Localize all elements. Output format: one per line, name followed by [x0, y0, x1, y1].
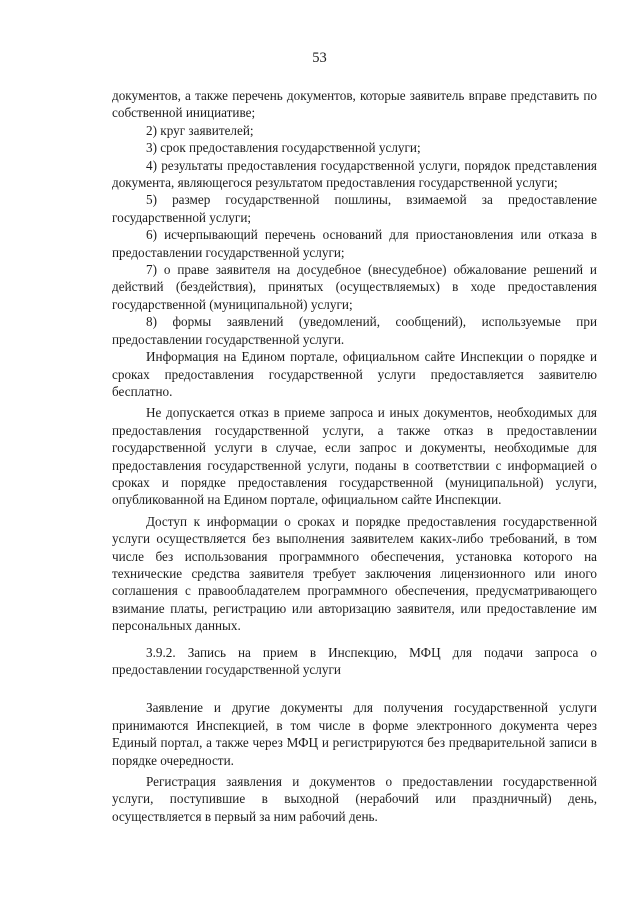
paragraph-info-free: Информация на Едином портале, официальном сайте Инспекции о порядке и сроках предоставления государственной услуги предоставляется заявителю бесплатно.	[112, 349, 597, 399]
paragraph-continuation: документов, а также перечень документов, которые заявитель вправе представить по собственной инициативе;	[112, 88, 597, 121]
list-item-3: 3) срок предоставления государственной услуги;	[146, 140, 421, 156]
section-heading: 3.9.2. Запись на прием в Инспекцию, МФЦ для подачи запроса о предоставлении государственной услуги	[112, 644, 597, 677]
page-number: 53	[312, 50, 327, 66]
list-item-7: 7) о праве заявителя на досудебное (внесудебное) обжалование решений и действий (бездействия), принятых (осуществляемых) в ходе предоставления государственной (муниципальной) услуги;	[112, 262, 597, 312]
paragraph-registration: Регистрация заявления и документов о предоставлении государственной услуги, поступившие в выходной (нерабочий или праздничный) день, осуществляется в первый за ним рабочий день.	[112, 774, 597, 824]
list-item-6: 6) исчерпывающий перечень оснований для приостановления или отказа в предоставлении государственной услуги;	[112, 227, 597, 260]
paragraph-no-refusal: Не допускается отказ в приеме запроса и иных документов, необходимых для предоставления государственной услуги, а также отказ в предоставлении государственной услуги в случае, если запрос и документы, необходимые для предоставления государственной услуги, поданы в соответствии с информацией о сроках и порядке предоставления государственной (муниципальной) услуги, опубликованной на Едином портале, официальном сайте Инспекции.	[112, 405, 597, 508]
list-item-4: 4) результаты предоставления государственной услуги, порядок представления документа, являющегося результатом предоставления государственной услуги;	[112, 157, 597, 191]
list-item-8: 8) формы заявлений (уведомлений, сообщений), используемые при предоставлении государственной услуги.	[112, 314, 597, 347]
list-item-2: 2) круг заявителей;	[146, 122, 254, 138]
list-item-5: 5) размер государственной пошлины, взимаемой за предоставление государственной услуги;	[112, 192, 597, 225]
document-body	[112, 87, 597, 825]
paragraph-access: Доступ к информации о сроках и порядке предоставления государственной услуги осуществляется без выполнения заявителем каких-либо требований, в том числе без использования программного обеспечения, установка которого на технические средства заявителя требует заключения лицензионного или иного соглашения с правообладателем программного обеспечения, предусматривающего взимание платы, регистрацию или авторизацию заявителя, или предоставление им персональных данных.	[112, 513, 597, 634]
paragraph-submission: Заявление и другие документы для получения государственной услуги принимаются Инспекцией, в том числе в форме электронного документа через Единый портал, а также через МФЦ и регистрируются без предварительной записи в порядке очередности.	[112, 700, 597, 768]
